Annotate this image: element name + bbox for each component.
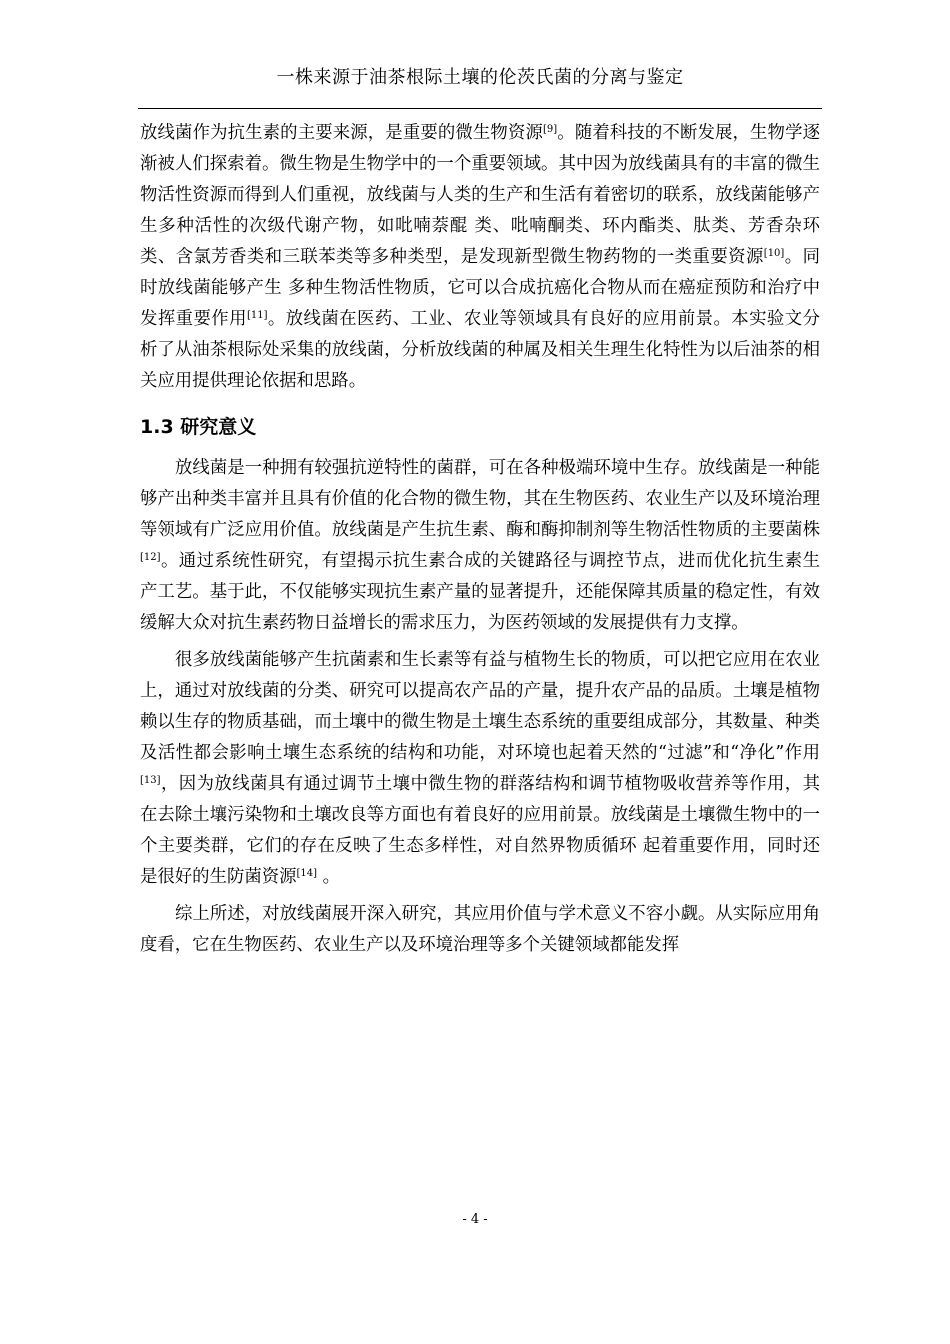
text-run: 。同时放线菌能够产生 多种生物活性物质，它可以合成抗癌化合物从而在癌症预防和治疗中发挥重要作用 — [140, 247, 820, 329]
running-header: 一株来源于油茶根际土壤的伦茨氏菌的分离与鉴定 — [276, 67, 684, 88]
section-heading: 1.3 研究意义 — [140, 416, 257, 438]
text-run: 。 — [317, 867, 340, 887]
citation: [13] — [140, 775, 161, 786]
text-run: 放线菌是一种拥有较强抗逆特性的菌群，可在各种极端环境中生存。放线菌是一种能够产出种类丰富并且具有价值的化合物的微生物，其在生物医药、农业生产以及环境治理等领域有广泛应用价值。放线菌是产生抗生素、酶和酶抑制剂等生物活性物质的主要菌株 — [140, 458, 820, 540]
paragraph-2 — [140, 453, 820, 639]
citation: [11] — [246, 310, 268, 321]
text-run: 放线菌作为抗生素的主要来源，是重要的微生物资源 — [140, 123, 543, 143]
citation: [12] — [140, 552, 161, 563]
text-run: 。随着科技的不断发展，生物学逐渐被人们探索着。微生物是生物学中的一个重要领域。其中因为放线菌具有的丰富的微生物活性资源而得到人们重视，放线菌与人类的生产和生活有着密切的联系，放线菌能够产生多种活性的次级代谢产物，如吡喃萘醌 类、吡喃酮类、环内酯类、肽类、芳香杂环类、含氯芳香类和三联苯类等多种类型，是发现新型微生物药物的一类重要资源 — [140, 123, 820, 267]
citation: [14] — [296, 868, 318, 879]
page-number: - 4 - — [462, 1212, 488, 1227]
paragraph-3 — [140, 645, 820, 893]
paragraph-1 — [140, 118, 820, 397]
header-divider — [138, 108, 822, 109]
citation: [10] — [763, 248, 785, 259]
text-run: 。通过系统性研究，有望揭示抗生素合成的关键路径与调控节点，进而优化抗生素生产工艺。基于此，不仅能够实现抗生素产量的显著提升，还能保障其质量的稳定性，有效缓解大众对抗生素药物日益增长的需求压力，为医药领域的发展提供有力支撑。 — [140, 551, 820, 633]
citation: [9] — [543, 124, 558, 135]
text-run: ，因为放线菌具有通过调节土壤中微生物的群落结构和调节植物吸收营养等作用，其在去除土壤污染物和土壤改良等方面也有着良好的应用前景。放线菌是土壤微生物中的一个主要类群，它们的存在反映了生态多样性，对自然界物质循环 起着重要作用，同时还是很好的生防菌资源 — [140, 774, 820, 887]
text-run: 。放线菌在医药、工业、农业等领域具有良好的应用前景。本实验文分析了从油茶根际处采集的放线菌，分析放线菌的种属及相关生理生化特性为以后油茶的相关应用提供理论依据和思路。 — [140, 309, 820, 391]
text-run: 很多放线菌能够产生抗菌素和生长素等有益与植物生长的物质，可以把它应用在农业上，通过对放线菌的分类、研究可以提高农产品的产量，提升农产品的品质。土壤是植物赖以生存的物质基础，而土壤中的微生物是土壤生态系统的重要组成部分，其数量、种类及活性都会影响土壤生态系统的结构和功能，对环境也起着天然的“过滤”和“净化”作用 — [140, 650, 820, 763]
document-body — [140, 118, 820, 961]
paragraph-4: 综上所述，对放线菌展开深入研究，其应用价值与学术意义不容小觑。从实际应用角度看，它在生物医药、农业生产以及环境治理等多个关键领域都能发挥 — [140, 904, 820, 955]
